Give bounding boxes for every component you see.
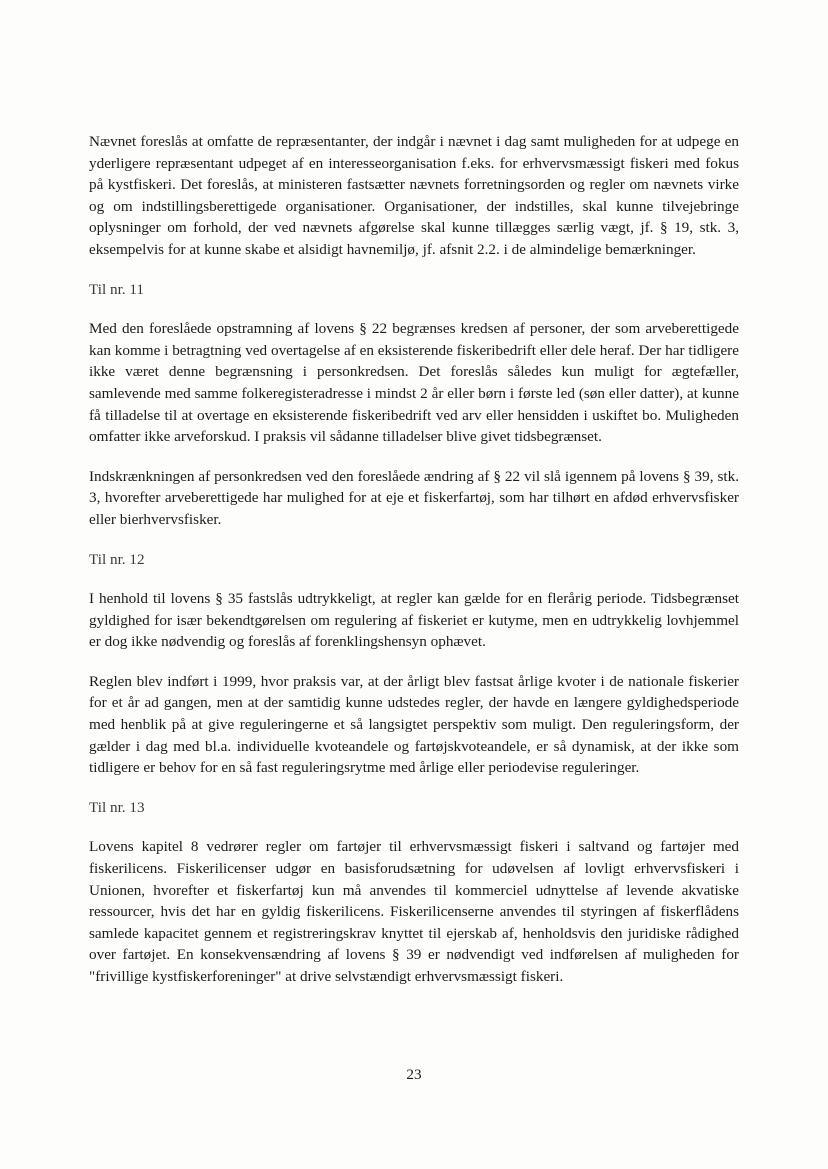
paragraph-opstramning: Med den foreslåede opstramning af lovens § 22 begrænses kredsen af personer, der som arveberettigede kan komme i betragtning ved overtagelse af en eksisterende fiskeribedrift eller dele heraf. Der har tidligere ikke været denne begrænsning i personkredsen. Det foreslås således kun muligt for ægtefæller, samlevende med samme folkeregisteradresse i mindst 2 år eller børn i første led (søn eller datter), at kunne få tilladelse til at overtage en eksisterende fiskeribedrift ved arv eller hensidden i uskiftet bo. Muligheden omfatter ikke arveforskud. I praksis vil sådanne tilladelser blive givet tidsbegrænset.	[89, 320, 739, 446]
paragraph-reglen: Reglen blev indført i 1999, hvor praksis var, at der årligt blev fastsat årlige kvoter i de nationale fiskerier for et år ad gangen, men at der samtidig kunne udstedes regler, der havde en længere gyldighedsperiode med henblik på at give reguleringerne et så langsigtet perspektiv som muligt. Den reguleringsform, der gælder i dag med bl.a. individuelle kvoteandele og fartøjskvoteandele, er så dynamisk, at der ikke som tidligere er behov for en så fast reguleringsrytme med årlige eller periodevise reguleringer.	[89, 672, 739, 777]
paragraph-naevnet: Nævnet foreslås at omfatte de repræsentanter, der indgår i nævnet i dag samt muligheden for at udpege en yderligere repræsentant udpeget af en interesseorganisation f.eks. for erhvervsmæssigt fiskeri med fokus på kystfiskeri. Det foreslås, at ministeren fastsætter nævnets forretningsorden og regler om nævnets virke og om indstillingsberettigede organisationer. Organisationer, der indstilles, skal kunne tilvejebringe oplysninger om forhold, der ved nævnets afgørelse skal kunne tillægges særlig vægt, jf. § 19, stk. 3, eksempelvis for at kunne skabe et alsidigt havnemiljø, jf. afsnit 2.2. i de almindelige bemærkninger.	[89, 133, 739, 258]
paragraph-kapitel-8: Lovens kapitel 8 vedrører regler om fartøjer til erhvervsmæssigt fiskeri i saltvand og fartøjer med fiskerilicens. Fiskerilicenser udgør en basisforudsætning for udøvelsen af lovligt erhvervsfiskeri i Unionen, hvorefter et fiskerfartøj kun må anvendes til kommerciel udnyttelse af levende akvatiske ressourcer, hvis det har en gyldig fiskerilicens. Fiskerilicenserne anvendes til styringen af fiskerflådens samlede kapacitet gennem et registreringskrav knyttet til ejerskab af, henholdsvis den juridiske rådighed over fartøjet. En konsekvensændring af lovens § 39 er nødvendigt ved indførelsen af muligheden for "frivillige kystfiskerforeninger" at drive selvstændigt erhvervsmæssigt fiskeri.	[89, 838, 739, 985]
paragraph-indskraenkningen: Indskrænkningen af personkredsen ved den foreslåede ændring af § 22 vil slå igennem på lovens § 39, stk. 3, hvorefter arveberettigede har mulighed for at eje et fiskerfartøj, som har tilhørt en afdød erhvervsfisker eller bierhvervsfisker.	[89, 467, 739, 528]
document-body	[89, 131, 739, 1006]
heading-til-nr-12: Til nr. 12	[89, 550, 145, 568]
page-number: 23	[406, 1066, 422, 1083]
heading-til-nr-11: Til nr. 11	[89, 280, 145, 298]
paragraph-henhold: I henhold til lovens § 35 fastslås udtrykkeligt, at regler kan gælde for en flerårig periode. Tidsbegrænset gyldighed for især bekendtgørelsen om regulering af fiskeriet er kutyme, men en udtrykkelig lovhjemmel er dog ikke nødvendig og foreslås af forenklingshensyn ophævet.	[89, 590, 739, 651]
heading-til-nr-13: Til nr. 13	[89, 798, 145, 816]
